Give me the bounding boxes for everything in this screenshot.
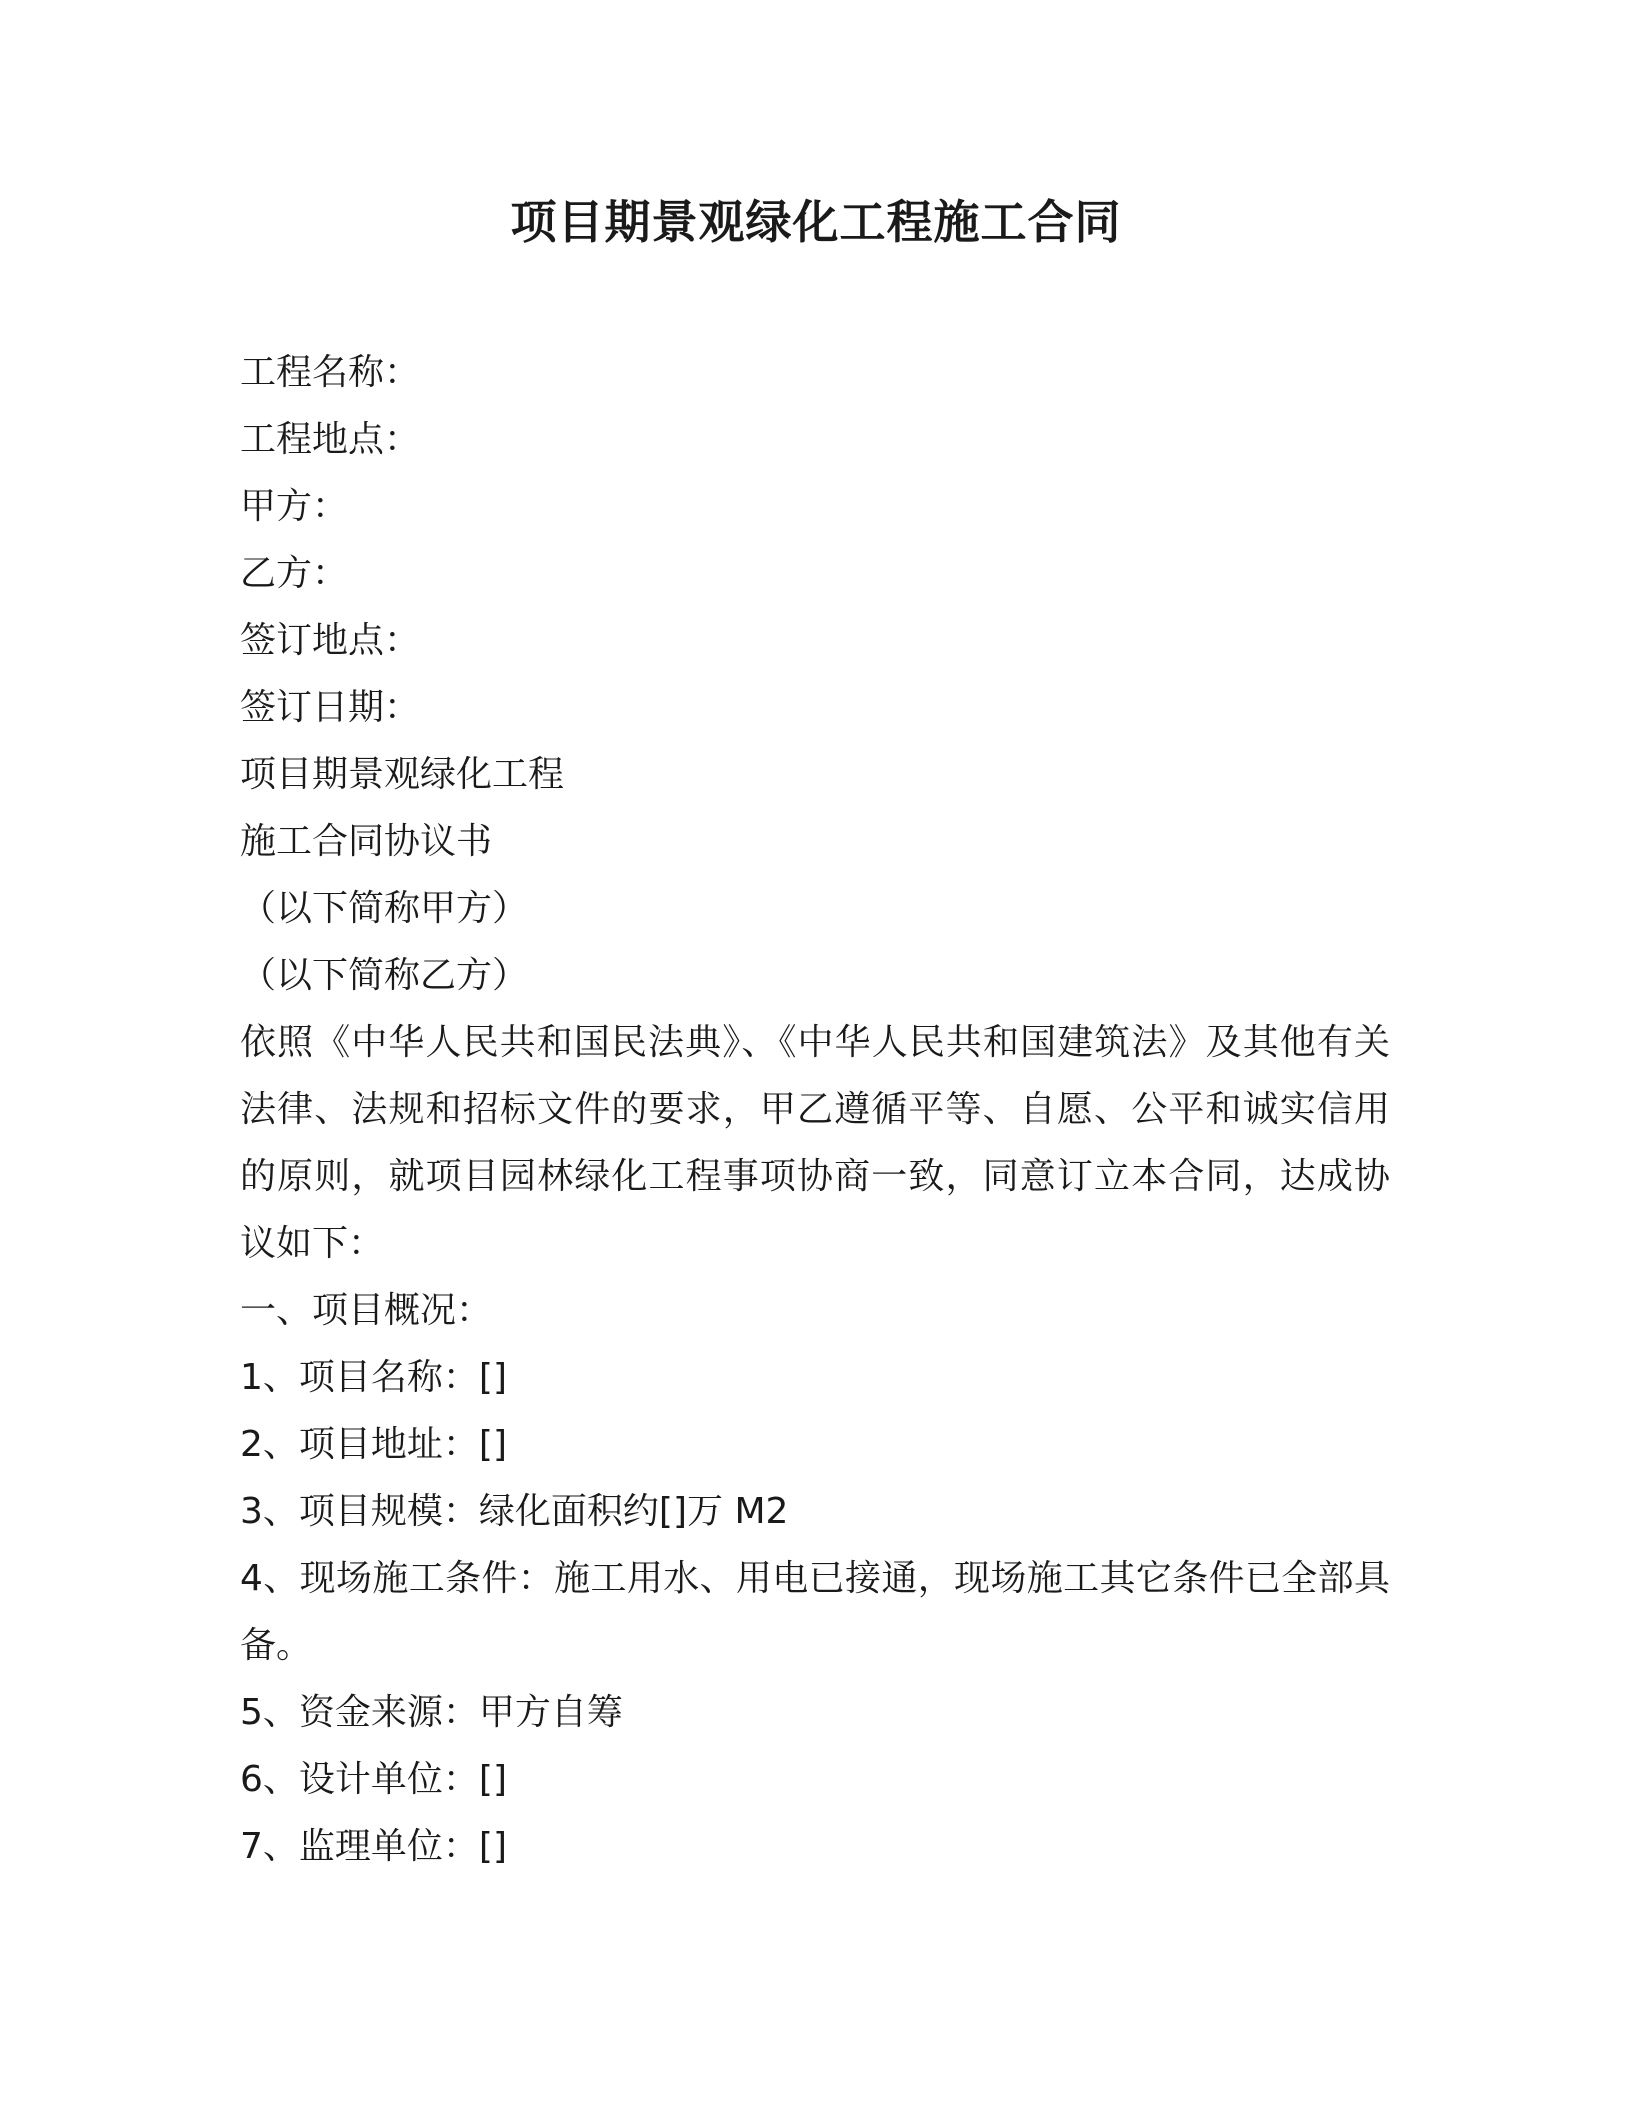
section-1-item-3: 3、项目规模：绿化面积约[]万 M2 [240,1491,789,1532]
field-signing-place: 签订地点： [240,620,421,661]
field-party-b: 乙方： [240,553,349,594]
field-signing-date: 签订日期： [240,687,421,728]
section-1-item-7: 7、监理单位：[] [240,1826,507,1867]
section-1-item-5: 5、资金来源：甲方自筹 [240,1692,623,1733]
preamble-paragraph: 依照《中华人民共和国民法典》、《中华人民共和国建筑法》及其他有关法律、法规和招标文件的要求，甲乙遵循平等、自愿、公平和诚实信用的原则，就项目园林绿化工程事项协商一致，同意订立本合同，达成协议如下： [240,1022,1390,1264]
document-body [240,339,1390,1880]
section-1-item-6: 6、设计单位：[] [240,1759,507,1800]
field-project-name: 工程名称： [240,352,421,393]
party-b-note: （以下简称乙方） [240,955,529,996]
section-1-item-1: 1、项目名称：[] [240,1357,507,1398]
subheading-agreement: 施工合同协议书 [240,821,493,862]
section-1-item-4: 4、现场施工条件：施工用水、用电已接通，现场施工其它条件已全部具备。 [240,1558,1390,1666]
subheading-project: 项目期景观绿化工程 [240,754,565,795]
field-project-location: 工程地点： [240,419,421,460]
party-a-note: （以下简称甲方） [240,888,529,929]
section-1-heading: 一、项目概况： [240,1290,493,1331]
field-party-a: 甲方： [240,486,349,527]
section-1-item-2: 2、项目地址：[] [240,1424,507,1465]
document-title: 项目期景观绿化工程施工合同 [510,195,1122,249]
